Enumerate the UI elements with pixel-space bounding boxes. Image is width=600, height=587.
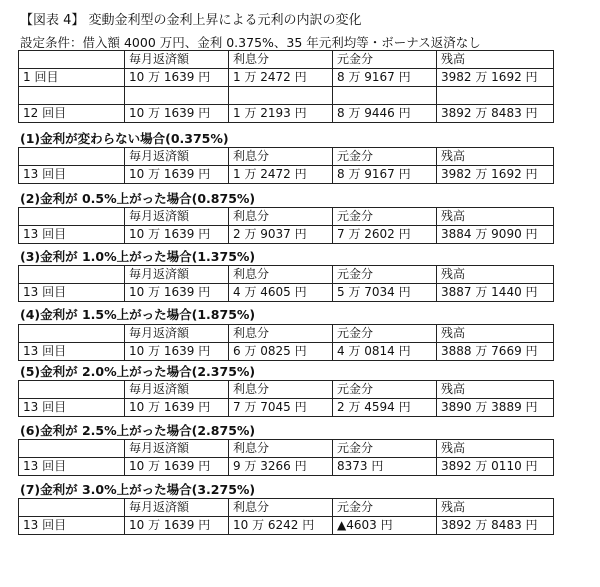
header-cell — [19, 440, 125, 458]
table-row — [19, 69, 554, 87]
scenario-1-heading: (1)金利が変わらない場合(0.375%) — [20, 131, 229, 146]
header-cell — [19, 51, 125, 69]
header-cell: 元金分 — [333, 440, 437, 458]
header-cell — [19, 266, 125, 284]
table-row — [19, 458, 554, 476]
table-cell: 6 万 0825 円 — [229, 343, 333, 361]
table-cell: 13 回目 — [19, 343, 125, 361]
table-cell: 10 万 1639 円 — [125, 343, 229, 361]
header-cell: 残高 — [437, 499, 554, 517]
table-row — [19, 105, 554, 123]
header-cell: 毎月返済額 — [125, 499, 229, 517]
table-cell: 10 万 1639 円 — [125, 105, 229, 123]
header-cell — [19, 499, 125, 517]
header-cell: 残高 — [437, 266, 554, 284]
header-cell: 残高 — [437, 51, 554, 69]
table-cell: 5 万 7034 円 — [333, 284, 437, 302]
header-cell: 利息分 — [229, 51, 333, 69]
header-cell — [19, 325, 125, 343]
scenario-3-heading: (3)金利が 1.0%上がった場合(1.375%) — [20, 249, 256, 264]
table-cell — [333, 87, 437, 105]
scenario-6-heading: (6)金利が 2.5%上がった場合(2.875%) — [20, 423, 256, 438]
header-cell: 利息分 — [229, 208, 333, 226]
header-cell: 残高 — [437, 325, 554, 343]
header-cell — [19, 208, 125, 226]
table-cell: 10 万 1639 円 — [125, 399, 229, 417]
table-row — [19, 343, 554, 361]
header-cell: 毎月返済額 — [125, 148, 229, 166]
table-header-row — [19, 381, 554, 399]
table-cell: 13 回目 — [19, 458, 125, 476]
scenario-2-table — [18, 207, 554, 244]
table-cell: 9 万 3266 円 — [229, 458, 333, 476]
table-header-row — [19, 266, 554, 284]
table-row — [19, 166, 554, 184]
table-cell: 10 万 1639 円 — [125, 517, 229, 535]
table-cell: 4 万 0814 円 — [333, 343, 437, 361]
header-cell: 元金分 — [333, 148, 437, 166]
header-cell: 毎月返済額 — [125, 325, 229, 343]
table-header-row — [19, 51, 554, 69]
header-cell — [19, 148, 125, 166]
table-cell: 10 万 1639 円 — [125, 69, 229, 87]
scenario-1-table — [18, 147, 554, 184]
header-cell: 元金分 — [333, 381, 437, 399]
scenario-5-table — [18, 380, 554, 417]
scenario-5-heading: (5)金利が 2.0%上がった場合(2.375%) — [20, 364, 256, 379]
table-cell: 10 万 1639 円 — [125, 226, 229, 244]
table-cell: 3892 万 0110 円 — [437, 458, 554, 476]
table-cell: 1 万 2472 円 — [229, 166, 333, 184]
table-cell: 8373 円 — [333, 458, 437, 476]
header-cell: 利息分 — [229, 381, 333, 399]
header-cell: 毎月返済額 — [125, 51, 229, 69]
table-cell — [437, 87, 554, 105]
table-cell: 7 万 2602 円 — [333, 226, 437, 244]
table-cell: 13 回目 — [19, 166, 125, 184]
table-cell: 13 回目 — [19, 226, 125, 244]
scenario-4-table — [18, 324, 554, 361]
header-cell: 毎月返済額 — [125, 208, 229, 226]
table-cell — [125, 87, 229, 105]
header-cell: 元金分 — [333, 208, 437, 226]
header-cell: 残高 — [437, 381, 554, 399]
header-cell: 利息分 — [229, 325, 333, 343]
table-cell: 10 万 1639 円 — [125, 284, 229, 302]
table-row — [19, 284, 554, 302]
table-row — [19, 399, 554, 417]
header-cell: 毎月返済額 — [125, 440, 229, 458]
header-cell: 残高 — [437, 208, 554, 226]
table-cell: 10 万 6242 円 — [229, 517, 333, 535]
header-cell: 利息分 — [229, 266, 333, 284]
table-cell: 3890 万 3889 円 — [437, 399, 554, 417]
scenario-7-table — [18, 498, 554, 535]
table-cell: 2 万 4594 円 — [333, 399, 437, 417]
table-row — [19, 226, 554, 244]
table-cell: 1 万 2472 円 — [229, 69, 333, 87]
scenario-2-heading: (2)金利が 0.5%上がった場合(0.875%) — [20, 191, 256, 206]
table-cell: 8 万 9167 円 — [333, 166, 437, 184]
table-header-row — [19, 440, 554, 458]
header-cell: 残高 — [437, 148, 554, 166]
scenario-4-heading: (4)金利が 1.5%上がった場合(1.875%) — [20, 307, 256, 322]
figure-title: 【図表 4】 変動金利型の金利上昇による元利の内訳の変化 — [20, 13, 362, 28]
conditions-text: 設定条件：借入額 4000 万円、金利 0.375%、35 年元利均等・ボーナス返済なし — [20, 35, 481, 50]
header-cell: 元金分 — [333, 499, 437, 517]
table-header-row — [19, 148, 554, 166]
header-cell: 利息分 — [229, 499, 333, 517]
table-cell: 4 万 4605 円 — [229, 284, 333, 302]
table-cell: 10 万 1639 円 — [125, 166, 229, 184]
header-cell: 元金分 — [333, 51, 437, 69]
table-cell — [229, 87, 333, 105]
table-row — [19, 87, 554, 105]
table-cell: 7 万 7045 円 — [229, 399, 333, 417]
table-row — [19, 517, 554, 535]
table-cell: 13 回目 — [19, 517, 125, 535]
table-cell: 3892 万 8483 円 — [437, 517, 554, 535]
table-cell: 1 万 2193 円 — [229, 105, 333, 123]
header-cell: 残高 — [437, 440, 554, 458]
table-cell: 8 万 9446 円 — [333, 105, 437, 123]
scenario-7-heading: (7)金利が 3.0%上がった場合(3.275%) — [20, 482, 256, 497]
table-cell: 12 回目 — [19, 105, 125, 123]
base-table — [18, 50, 554, 123]
table-cell: 3884 万 9090 円 — [437, 226, 554, 244]
header-cell: 毎月返済額 — [125, 381, 229, 399]
table-cell: 3887 万 1440 円 — [437, 284, 554, 302]
header-cell: 毎月返済額 — [125, 266, 229, 284]
table-cell: 13 回目 — [19, 284, 125, 302]
table-cell: 3888 万 7669 円 — [437, 343, 554, 361]
table-cell: 2 万 9037 円 — [229, 226, 333, 244]
table-cell: 3982 万 1692 円 — [437, 166, 554, 184]
table-cell: 10 万 1639 円 — [125, 458, 229, 476]
header-cell: 元金分 — [333, 325, 437, 343]
table-cell: 1 回目 — [19, 69, 125, 87]
table-cell: 3982 万 1692 円 — [437, 69, 554, 87]
table-header-row — [19, 325, 554, 343]
header-cell — [19, 381, 125, 399]
table-header-row — [19, 499, 554, 517]
scenario-3-table — [18, 265, 554, 302]
scenario-6-table — [18, 439, 554, 476]
table-cell: 8 万 9167 円 — [333, 69, 437, 87]
table-cell: ▲4603 円 — [333, 517, 437, 535]
header-cell: 利息分 — [229, 148, 333, 166]
table-header-row — [19, 208, 554, 226]
header-cell: 利息分 — [229, 440, 333, 458]
table-cell — [19, 87, 125, 105]
table-cell: 13 回目 — [19, 399, 125, 417]
table-cell: 3892 万 8483 円 — [437, 105, 554, 123]
header-cell: 元金分 — [333, 266, 437, 284]
